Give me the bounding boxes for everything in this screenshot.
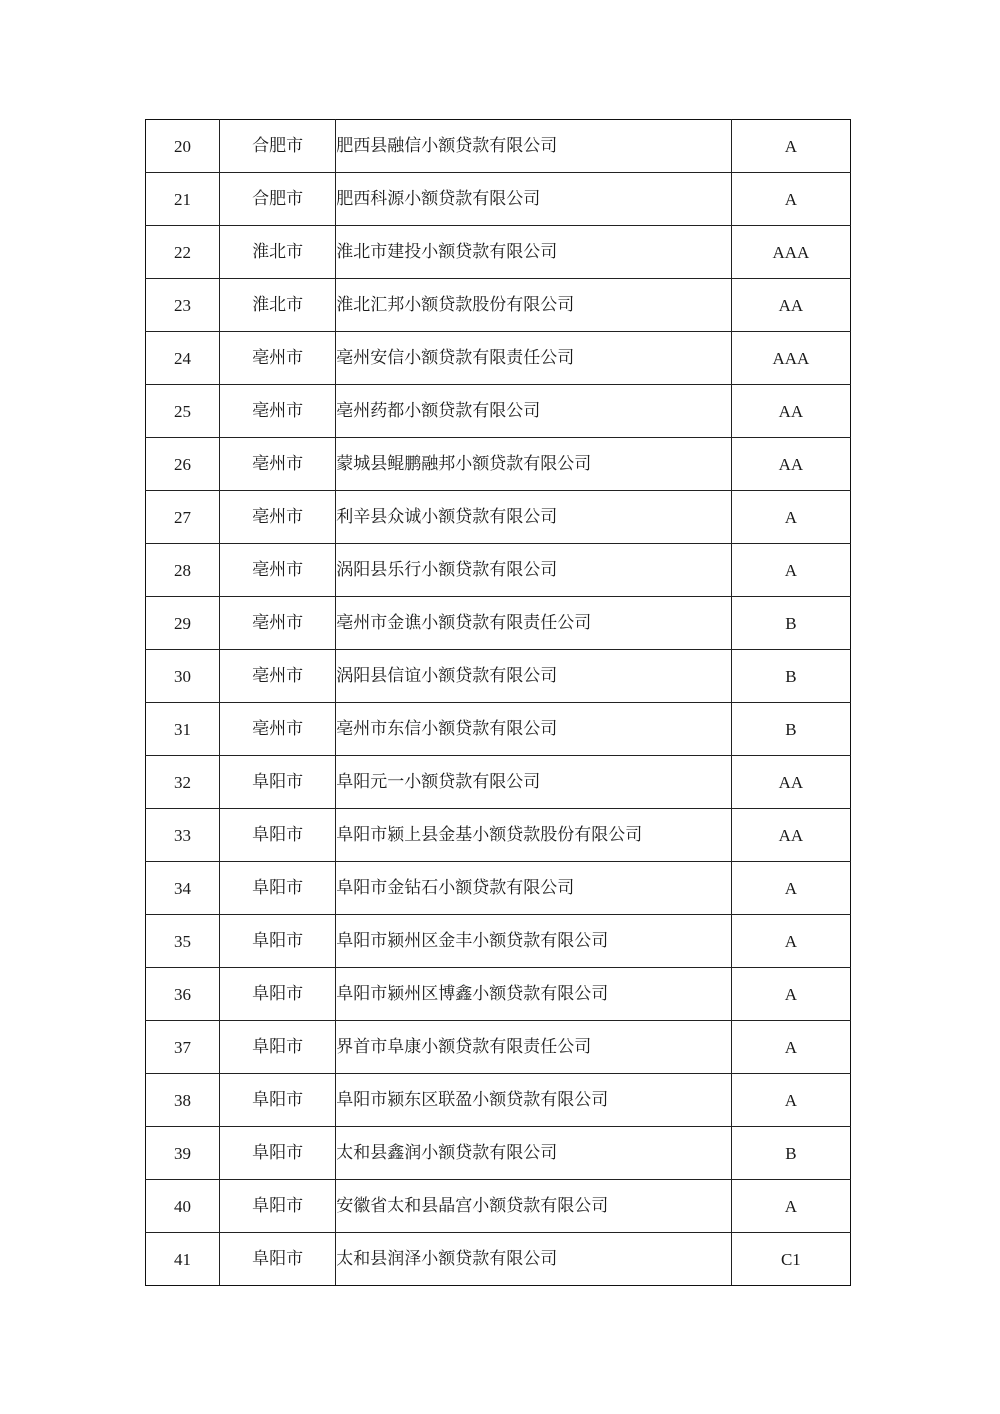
row-number-cell: 36: [146, 968, 220, 1021]
row-number-cell: 39: [146, 1127, 220, 1180]
rating-cell: B: [731, 703, 850, 756]
rating-cell: A: [731, 968, 850, 1021]
table-row: [146, 1127, 851, 1180]
company-name-cell: 涡阳县乐行小额贷款有限公司: [336, 544, 732, 597]
table-row: [146, 1233, 851, 1286]
city-cell: 阜阳市: [220, 915, 336, 968]
row-number-cell: 27: [146, 491, 220, 544]
table-row: [146, 1021, 851, 1074]
row-number-cell: 29: [146, 597, 220, 650]
company-name-cell: 亳州安信小额贷款有限责任公司: [336, 332, 732, 385]
rating-cell: A: [731, 915, 850, 968]
table-row: [146, 703, 851, 756]
row-number-cell: 25: [146, 385, 220, 438]
table-body: [146, 120, 851, 1286]
table-row: [146, 597, 851, 650]
rating-cell: AA: [731, 756, 850, 809]
company-name-cell: 太和县鑫润小额贷款有限公司: [336, 1127, 732, 1180]
rating-cell: AA: [731, 385, 850, 438]
rating-cell: B: [731, 597, 850, 650]
table-row: [146, 809, 851, 862]
rating-cell: A: [731, 1180, 850, 1233]
row-number-cell: 33: [146, 809, 220, 862]
city-cell: 亳州市: [220, 385, 336, 438]
row-number-cell: 35: [146, 915, 220, 968]
table-row: [146, 226, 851, 279]
row-number-cell: 23: [146, 279, 220, 332]
rating-cell: A: [731, 544, 850, 597]
table-row: [146, 544, 851, 597]
table-row: [146, 1074, 851, 1127]
rating-cell: AAA: [731, 226, 850, 279]
row-number-cell: 22: [146, 226, 220, 279]
table-row: [146, 491, 851, 544]
rating-cell: B: [731, 1127, 850, 1180]
city-cell: 亳州市: [220, 438, 336, 491]
row-number-cell: 26: [146, 438, 220, 491]
row-number-cell: 38: [146, 1074, 220, 1127]
city-cell: 亳州市: [220, 597, 336, 650]
city-cell: 阜阳市: [220, 968, 336, 1021]
row-number-cell: 28: [146, 544, 220, 597]
row-number-cell: 32: [146, 756, 220, 809]
company-name-cell: 阜阳元一小额贷款有限公司: [336, 756, 732, 809]
city-cell: 亳州市: [220, 332, 336, 385]
rating-cell: A: [731, 120, 850, 173]
rating-cell: B: [731, 650, 850, 703]
company-name-cell: 阜阳市金钻石小额贷款有限公司: [336, 862, 732, 915]
city-cell: 阜阳市: [220, 1233, 336, 1286]
company-name-cell: 阜阳市颍州区金丰小额贷款有限公司: [336, 915, 732, 968]
rating-cell: A: [731, 1074, 850, 1127]
company-name-cell: 阜阳市颍上县金基小额贷款股份有限公司: [336, 809, 732, 862]
city-cell: 阜阳市: [220, 809, 336, 862]
table-row: [146, 650, 851, 703]
city-cell: 淮北市: [220, 226, 336, 279]
company-name-cell: 安徽省太和县晶宫小额贷款有限公司: [336, 1180, 732, 1233]
company-name-cell: 亳州市东信小额贷款有限公司: [336, 703, 732, 756]
company-name-cell: 界首市阜康小额贷款有限责任公司: [336, 1021, 732, 1074]
city-cell: 阜阳市: [220, 1074, 336, 1127]
city-cell: 阜阳市: [220, 1021, 336, 1074]
table-row: [146, 915, 851, 968]
table-row: [146, 438, 851, 491]
row-number-cell: 30: [146, 650, 220, 703]
company-name-cell: 肥西科源小额贷款有限公司: [336, 173, 732, 226]
row-number-cell: 21: [146, 173, 220, 226]
row-number-cell: 24: [146, 332, 220, 385]
city-cell: 阜阳市: [220, 1180, 336, 1233]
row-number-cell: 31: [146, 703, 220, 756]
table-row: [146, 862, 851, 915]
table-row: [146, 120, 851, 173]
rating-cell: A: [731, 862, 850, 915]
company-name-cell: 蒙城县鲲鹏融邦小额贷款有限公司: [336, 438, 732, 491]
company-name-cell: 利辛县众诚小额贷款有限公司: [336, 491, 732, 544]
rating-cell: AA: [731, 279, 850, 332]
city-cell: 阜阳市: [220, 756, 336, 809]
table-row: [146, 279, 851, 332]
row-number-cell: 37: [146, 1021, 220, 1074]
row-number-cell: 20: [146, 120, 220, 173]
city-cell: 合肥市: [220, 120, 336, 173]
city-cell: 阜阳市: [220, 862, 336, 915]
rating-cell: A: [731, 1021, 850, 1074]
rating-cell: C1: [731, 1233, 850, 1286]
city-cell: 阜阳市: [220, 1127, 336, 1180]
company-name-cell: 阜阳市颍东区联盈小额贷款有限公司: [336, 1074, 732, 1127]
company-name-cell: 淮北市建投小额贷款有限公司: [336, 226, 732, 279]
table-row: [146, 385, 851, 438]
company-name-cell: 亳州药都小额贷款有限公司: [336, 385, 732, 438]
city-cell: 淮北市: [220, 279, 336, 332]
city-cell: 亳州市: [220, 491, 336, 544]
table-row: [146, 756, 851, 809]
table-row: [146, 332, 851, 385]
row-number-cell: 40: [146, 1180, 220, 1233]
rating-cell: AAA: [731, 332, 850, 385]
lender-rating-table: [145, 119, 851, 1286]
company-name-cell: 肥西县融信小额贷款有限公司: [336, 120, 732, 173]
company-name-cell: 阜阳市颍州区博鑫小额贷款有限公司: [336, 968, 732, 1021]
city-cell: 亳州市: [220, 703, 336, 756]
city-cell: 亳州市: [220, 650, 336, 703]
rating-cell: AA: [731, 438, 850, 491]
company-name-cell: 亳州市金谯小额贷款有限责任公司: [336, 597, 732, 650]
city-cell: 亳州市: [220, 544, 336, 597]
row-number-cell: 41: [146, 1233, 220, 1286]
table-row: [146, 1180, 851, 1233]
company-name-cell: 太和县润泽小额贷款有限公司: [336, 1233, 732, 1286]
city-cell: 合肥市: [220, 173, 336, 226]
rating-cell: A: [731, 491, 850, 544]
table-row: [146, 173, 851, 226]
rating-cell: AA: [731, 809, 850, 862]
row-number-cell: 34: [146, 862, 220, 915]
rating-cell: A: [731, 173, 850, 226]
company-name-cell: 淮北汇邦小额贷款股份有限公司: [336, 279, 732, 332]
company-name-cell: 涡阳县信谊小额贷款有限公司: [336, 650, 732, 703]
table-row: [146, 968, 851, 1021]
